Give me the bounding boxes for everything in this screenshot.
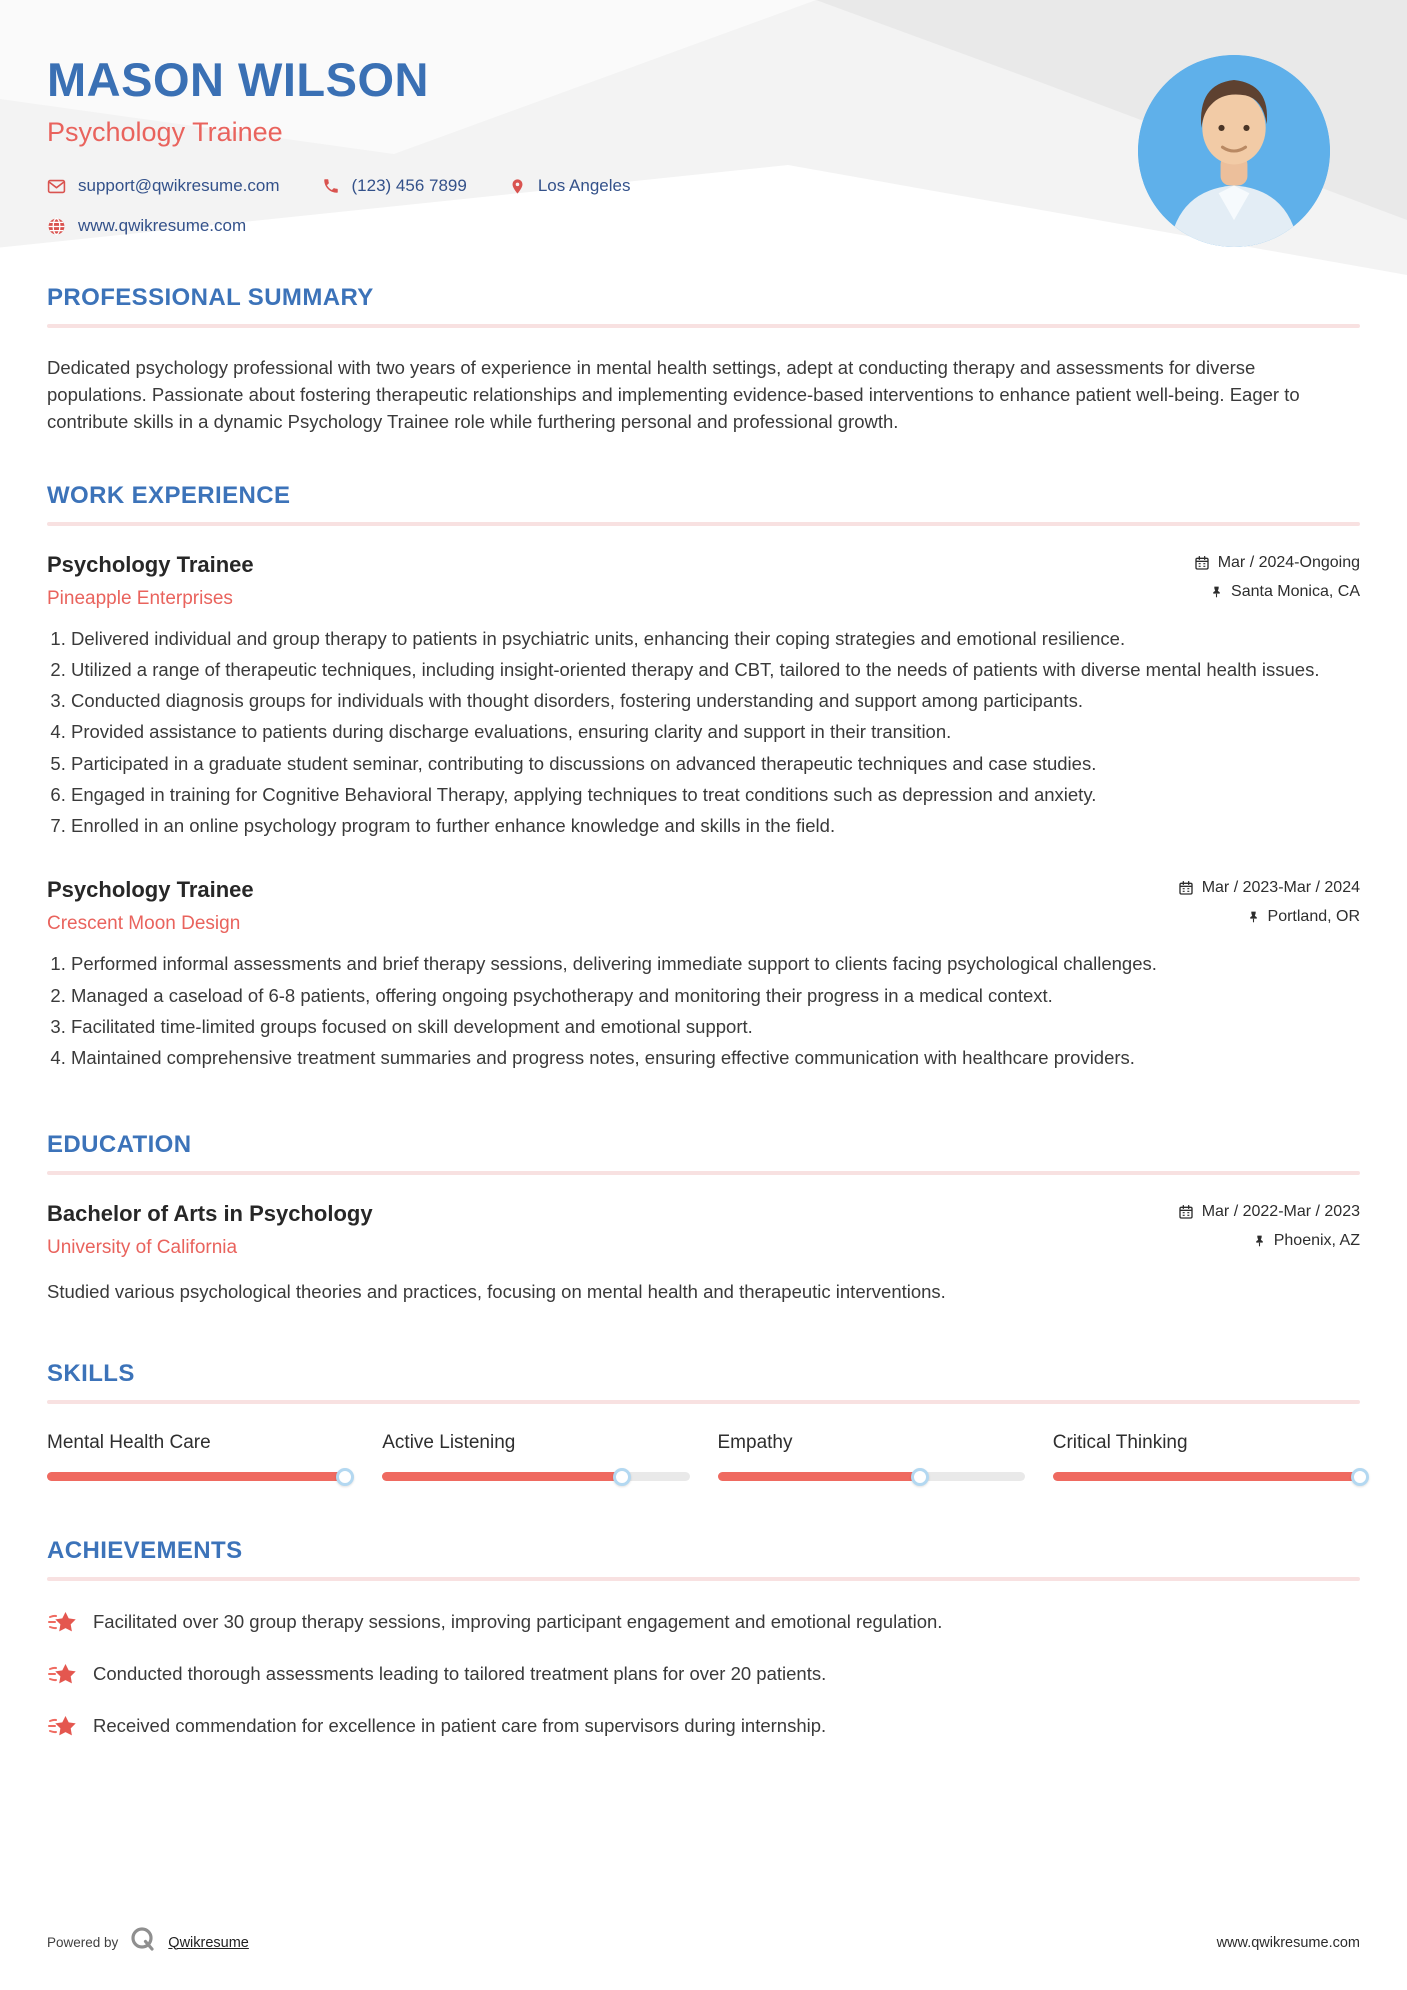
job-entry (47, 552, 1360, 840)
header (0, 0, 1407, 236)
school-name: University of California (47, 1237, 238, 1259)
qwikresume-logo-icon (128, 1925, 158, 1960)
calendar-icon (1178, 1204, 1194, 1220)
person-name: MASON WILSON (47, 53, 429, 106)
slider-handle[interactable] (1351, 1468, 1369, 1486)
slider-handle[interactable] (336, 1468, 354, 1486)
footer-branding (47, 1925, 249, 1960)
slider-handle[interactable] (613, 1468, 631, 1486)
education-location-text: Phoenix, AZ (1273, 1232, 1360, 1250)
skill-fill (382, 1472, 622, 1481)
section-heading: EDUCATION (47, 1131, 192, 1159)
skill-name: Critical Thinking (1052, 1432, 1188, 1454)
section-divider (47, 522, 1360, 526)
calendar-icon (1178, 880, 1194, 896)
location-pin-icon (509, 177, 526, 196)
job-bullet: 4. Maintained comprehensive treatment summaries and progress notes, ensuring effective communication with healthcare providers. (71, 1045, 1360, 1071)
education-title-block (47, 1201, 373, 1259)
job-date-text: Mar / 2023-Mar / 2024 (1201, 879, 1360, 897)
powered-by-label: Powered by (47, 1935, 119, 1950)
slider-handle[interactable] (911, 1468, 929, 1486)
contact-email[interactable] (47, 176, 280, 196)
job-title: Psychology Trainee (47, 877, 254, 903)
section-heading: WORK EXPERIENCE (47, 481, 291, 509)
contact-row (47, 216, 1360, 236)
job-bullet: 3. Conducted diagnosis groups for individuals with thought disorders, fostering understanding and support among participants. (71, 688, 1360, 714)
skill-item (1053, 1432, 1360, 1481)
contact-website[interactable] (47, 216, 246, 236)
contact-email-text: support@qwikresume.com (78, 176, 280, 195)
section-summary (47, 284, 1360, 436)
skill-fill (47, 1472, 345, 1481)
footer (47, 1925, 1360, 1960)
job-entry (47, 877, 1360, 1071)
section-divider (47, 324, 1360, 328)
job-company: Pineapple Enterprises (47, 587, 233, 609)
contact-website-text: www.qwikresume.com (78, 216, 247, 235)
job-location-text: Santa Monica, CA (1231, 582, 1360, 600)
skill-item (718, 1432, 1025, 1481)
shooting-star-icon (47, 1711, 77, 1741)
job-company: Crescent Moon Design (47, 913, 241, 935)
resume-body (0, 284, 1407, 1741)
job-bullet: 4. Provided assistance to patients during discharge evaluations, ensuring clarity and support in their transition. (71, 719, 1360, 745)
pushpin-icon (1253, 1233, 1266, 1249)
avatar (1138, 55, 1330, 247)
contact-location-text: Los Angeles (537, 176, 631, 195)
globe-icon (47, 217, 66, 236)
achievement-item (47, 1659, 1360, 1689)
skill-slider[interactable] (382, 1472, 689, 1481)
job-bullet: 2. Managed a caseload of 6-8 patients, offering ongoing psychotherapy and monitoring their progress in a medical context. (71, 983, 1360, 1009)
summary-text: Dedicated psychology professional with two years of experience in mental health settings, adept at conducting therapy and assessments for diverse populations. Passionate about fostering therapeutic relationships and implementing evidence-based interventions to enhance patient well-being. Eager to contribute skills in a dynamic Psychology Trainee role while furthering personal and professional growth. (47, 357, 1300, 433)
section-heading: ACHIEVEMENTS (47, 1537, 243, 1565)
profile-photo-illustration (1138, 55, 1330, 247)
job-date (1194, 554, 1360, 572)
achievement-text: Facilitated over 30 group therapy sessions, improving participant engagement and emotional regulation. (93, 1611, 943, 1633)
job-location (1247, 908, 1360, 926)
job-meta (1194, 552, 1360, 601)
skill-slider[interactable] (718, 1472, 1025, 1481)
achievement-item (47, 1607, 1360, 1637)
achievement-text: Received commendation for excellence in patient care from supervisors during internship. (93, 1715, 827, 1737)
education-meta (1178, 1201, 1360, 1250)
job-bullet: 1. Performed informal assessments and brief therapy sessions, delivering immediate support to clients facing psychological challenges. (71, 951, 1360, 977)
pushpin-icon (1247, 909, 1260, 925)
education-location (1253, 1232, 1360, 1250)
footer-website: www.qwikresume.com (1216, 1934, 1360, 1951)
pushpin-icon (1210, 584, 1223, 600)
job-title-block (47, 552, 254, 610)
job-bullet: 3. Facilitated time-limited groups focused on skill development and emotional support. (71, 1014, 1360, 1040)
section-experience (47, 482, 1360, 1072)
phone-icon (322, 177, 340, 195)
skill-fill (1053, 1472, 1360, 1481)
shooting-star-icon (47, 1607, 77, 1637)
section-divider (47, 1400, 1360, 1404)
job-meta (1178, 877, 1360, 926)
achievement-text: Conducted thorough assessments leading to tailored treatment plans for over 20 patients. (93, 1663, 827, 1685)
qwikresume-link[interactable]: Qwikresume (168, 1934, 249, 1951)
shooting-star-icon (47, 1659, 77, 1689)
skill-name: Active Listening (382, 1432, 516, 1454)
section-heading: PROFESSIONAL SUMMARY (47, 284, 374, 311)
email-icon (47, 177, 66, 196)
calendar-icon (1194, 555, 1210, 571)
section-heading: SKILLS (47, 1360, 135, 1388)
section-achievements (47, 1537, 1360, 1741)
job-location (1210, 583, 1360, 601)
job-date-text: Mar / 2024-Ongoing (1217, 553, 1360, 571)
job-location-text: Portland, OR (1267, 908, 1360, 926)
job-date (1178, 879, 1360, 897)
job-bullet: 6. Engaged in training for Cognitive Behavioral Therapy, applying techniques to treat conditions such as depression and anxiety. (71, 782, 1360, 808)
contact-phone[interactable] (322, 176, 467, 196)
contact-location[interactable] (509, 176, 631, 196)
education-header (47, 1201, 1360, 1259)
person-job-title: Psychology Trainee (47, 117, 283, 147)
skill-name: Mental Health Care (47, 1432, 211, 1454)
skills-grid (47, 1432, 1360, 1481)
job-bullet: 1. Delivered individual and group therapy to patients in psychiatric units, enhancing their coping strategies and emotional resilience. (71, 626, 1360, 652)
skill-name: Empathy (717, 1432, 793, 1454)
job-header (47, 877, 1360, 935)
section-divider (47, 1171, 1360, 1175)
job-bullet: 7. Enrolled in an online psychology program to further enhance knowledge and skills in the field. (71, 813, 1360, 839)
education-entry (47, 1201, 1360, 1306)
skill-item (47, 1432, 354, 1481)
job-bullet: 5. Participated in a graduate student seminar, contributing to discussions on advanced therapeutic techniques and case studies. (71, 751, 1360, 777)
section-divider (47, 1577, 1360, 1581)
skill-slider[interactable] (1053, 1472, 1360, 1481)
contact-phone-text: (123) 456 7899 (351, 176, 467, 195)
skill-slider[interactable] (47, 1472, 354, 1481)
job-title-block (47, 877, 254, 935)
achievement-list (47, 1607, 1360, 1741)
skill-fill (718, 1472, 921, 1481)
degree-title: Bachelor of Arts in Psychology (47, 1201, 373, 1227)
job-header (47, 552, 1360, 610)
education-description: Studied various psychological theories and practices, focusing on mental health and therapeutic interventions. (47, 1281, 946, 1303)
job-bullet: 2. Utilized a range of therapeutic techniques, including insight-oriented therapy and CBT, tailored to the needs of patients with diverse mental health issues. (71, 657, 1360, 683)
job-bullet-list (47, 951, 1360, 1071)
education-date-text: Mar / 2022-Mar / 2023 (1201, 1203, 1360, 1221)
achievement-item (47, 1711, 1360, 1741)
skill-item (382, 1432, 689, 1481)
section-education (47, 1131, 1360, 1306)
education-date (1178, 1203, 1360, 1221)
job-title: Psychology Trainee (47, 551, 254, 577)
job-bullet-list (47, 626, 1360, 840)
section-skills (47, 1360, 1360, 1481)
